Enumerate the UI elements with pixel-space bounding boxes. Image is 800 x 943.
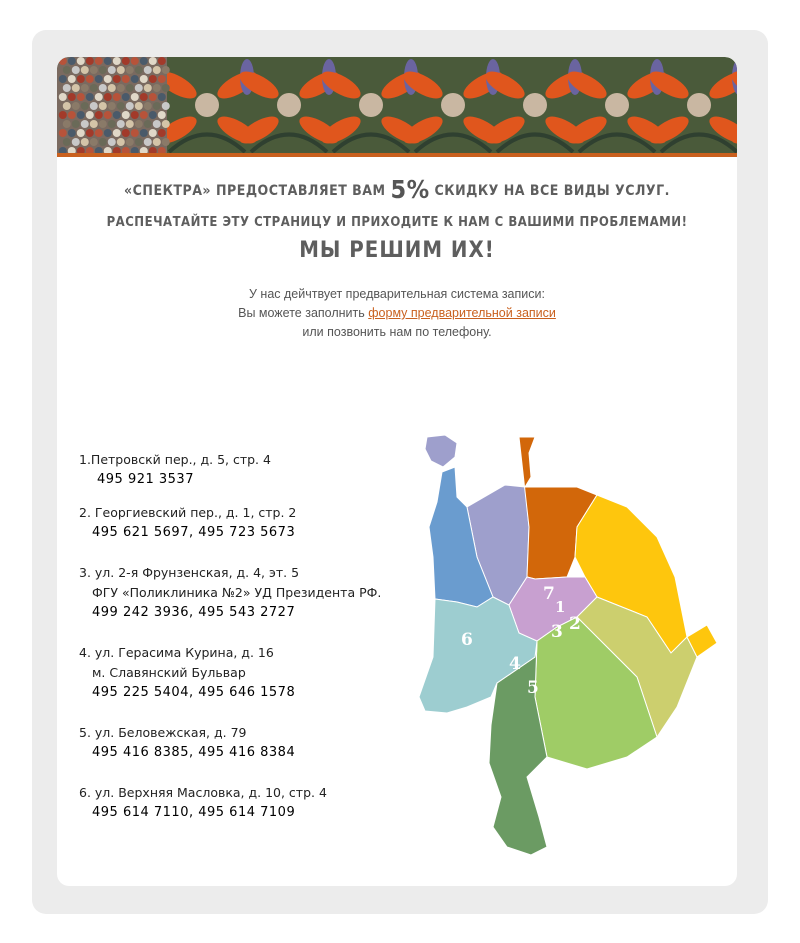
map-region-zelenograd: [425, 435, 457, 467]
map-label-6: 6: [461, 630, 473, 650]
clinic-6: [79, 783, 419, 823]
clinic-2-phone: 495 621 5697, 495 723 5673: [92, 525, 296, 540]
preregistration-form-link[interactable]: форму предварительной записи: [368, 306, 556, 320]
map-label-7: 7: [543, 584, 555, 604]
clinic-4-metro: м. Славянский Бульвар: [92, 665, 246, 680]
clinic-5: [79, 723, 419, 763]
clinic-5-phone: 495 416 8385, 495 416 8384: [92, 745, 296, 760]
clinic-3-phone: 499 242 3936, 495 543 2727: [92, 605, 296, 620]
clinic-6-phone: 495 614 7110, 495 614 7109: [92, 805, 296, 820]
discount-headline: [57, 175, 737, 204]
info-line-3: или позвонить нам по телефону.: [302, 325, 492, 339]
map-label-1: 1: [555, 598, 566, 616]
appointment-info: [57, 285, 737, 342]
clinic-3-note: ФГУ «Поликлиника №2» УД Президента РФ.: [92, 585, 382, 600]
map-label-5: 5: [527, 678, 539, 698]
clinic-2-address: 2. Георгиевский пер., д. 1, стр. 2: [79, 505, 297, 520]
discount-percent: 5%: [390, 175, 430, 204]
clinic-5-address: 5. ул. Беловежская, д. 79: [79, 725, 247, 740]
clinic-4-address: 4. ул. Герасима Курина, д. 16: [79, 645, 274, 660]
clinic-3-address: 3. ул. 2-я Фрунзенская, д. 4, эт. 5: [79, 565, 300, 580]
info-line-2-text: Вы можете заполнить: [238, 306, 365, 320]
info-line-2: [57, 304, 737, 323]
clinic-1-phone: 495 921 3537: [97, 472, 194, 487]
map-label-4: 4: [509, 654, 521, 674]
moscow-district-map: [417, 431, 727, 861]
clinic-4-phone: 495 225 5404, 495 646 1578: [92, 685, 296, 700]
banner-border: [57, 153, 737, 157]
headline-text-before: «СПЕКТРА» ПРЕДОСТАВЛЯЕТ ВАМ: [124, 183, 386, 199]
clinic-1-address: 1.Петровскй пер., д. 5, стр. 4: [79, 452, 271, 467]
content-card: [57, 57, 737, 886]
map-label-2: 2: [569, 614, 581, 634]
floral-pattern-image: [57, 57, 737, 157]
clinic-3: [79, 563, 419, 623]
clinic-4: [79, 643, 419, 703]
solve-headline: МЫ РЕШИМ ИХ!: [299, 238, 495, 263]
map-label-3: 3: [551, 622, 563, 642]
info-line-1: У нас дейчтвует предварительная система записи:: [249, 287, 545, 301]
clinic-1: [79, 450, 419, 490]
clinic-2: [79, 503, 419, 543]
print-page-headline: РАСПЕЧАТАЙТЕ ЭТУ СТРАНИЦУ И ПРИХОДИТЕ К НАМ С ВАШИМИ ПРОБЛЕМАМИ!: [106, 215, 688, 230]
clinic-6-address: 6. ул. Верхняя Масловка, д. 10, стр. 4: [79, 785, 327, 800]
decorative-banner: [57, 57, 737, 157]
headline-text-after: СКИДКУ НА ВСЕ ВИДЫ УСЛУГ.: [434, 183, 670, 199]
